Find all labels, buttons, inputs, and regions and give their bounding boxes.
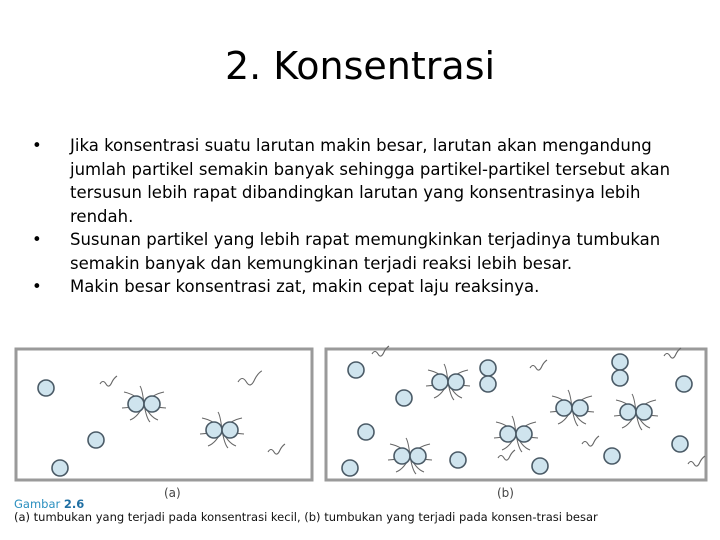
particle	[612, 354, 628, 370]
solvent-squiggle	[582, 436, 599, 446]
particle	[410, 448, 426, 464]
particle	[620, 404, 636, 420]
particle	[676, 376, 692, 392]
particle	[348, 362, 364, 378]
particle	[52, 460, 68, 476]
panel-a-label: (a)	[164, 486, 181, 500]
particle	[516, 426, 532, 442]
particle	[480, 360, 496, 376]
particle	[432, 374, 448, 390]
bullet-marker: •	[32, 230, 42, 249]
particle	[358, 424, 374, 440]
solvent-squiggle	[268, 444, 285, 454]
particle	[144, 396, 160, 412]
bullet-text: Susunan partikel yang lebih rapat memungkinkan terjadinya tumbukan semakin banyak dan kemungkinan terjadi reaksi lebih besar.	[70, 230, 661, 273]
particle	[396, 390, 412, 406]
solvent-squiggle	[100, 376, 117, 386]
particle	[636, 404, 652, 420]
panel-b-label: (b)	[497, 486, 514, 500]
particle	[480, 376, 496, 392]
bullet-item	[30, 228, 690, 275]
particle	[342, 460, 358, 476]
particle	[448, 374, 464, 390]
panel-b	[326, 346, 706, 480]
particle	[604, 448, 620, 464]
bullet-item	[30, 134, 690, 228]
particle	[612, 370, 628, 386]
solvent-squiggle	[498, 450, 515, 460]
figure-prefix: Gambar	[14, 497, 61, 511]
particle	[38, 380, 54, 396]
particle	[672, 436, 688, 452]
bullet-text: Jika konsentrasi suatu larutan makin besar, larutan akan mengandung jumlah partikel semakin banyak sehingga partikel-partikel tersebut akan tersusun lebih rapat dibandingkan larutan yang konsentrasinya lebih rendah.	[70, 136, 671, 226]
solvent-squiggle	[530, 360, 547, 370]
particle	[532, 458, 548, 474]
particle	[500, 426, 516, 442]
panel-a	[16, 349, 312, 480]
figure-number	[14, 497, 84, 511]
solvent-squiggle	[238, 371, 262, 385]
slide-title: 2. Konsentrasi	[224, 44, 496, 88]
collision-figure	[0, 340, 720, 540]
figure-caption: (a) tumbukan yang terjadi pada konsentrasi kecil, (b) tumbukan yang terjadi pada konsen-trasi besar	[14, 510, 598, 524]
particle	[450, 452, 466, 468]
figure-number-value: 2.6	[63, 497, 85, 511]
bullet-marker: •	[32, 136, 42, 155]
bullet-list	[30, 134, 690, 299]
particle	[394, 448, 410, 464]
particle	[128, 396, 144, 412]
bullet-item	[30, 275, 690, 299]
particle	[206, 422, 222, 438]
particle	[222, 422, 238, 438]
bullet-marker: •	[32, 277, 42, 296]
particle	[556, 400, 572, 416]
solvent-squiggle	[688, 456, 705, 466]
particle	[572, 400, 588, 416]
bullet-text: Makin besar konsentrasi zat, makin cepat laju reaksinya.	[70, 277, 540, 296]
particle	[88, 432, 104, 448]
